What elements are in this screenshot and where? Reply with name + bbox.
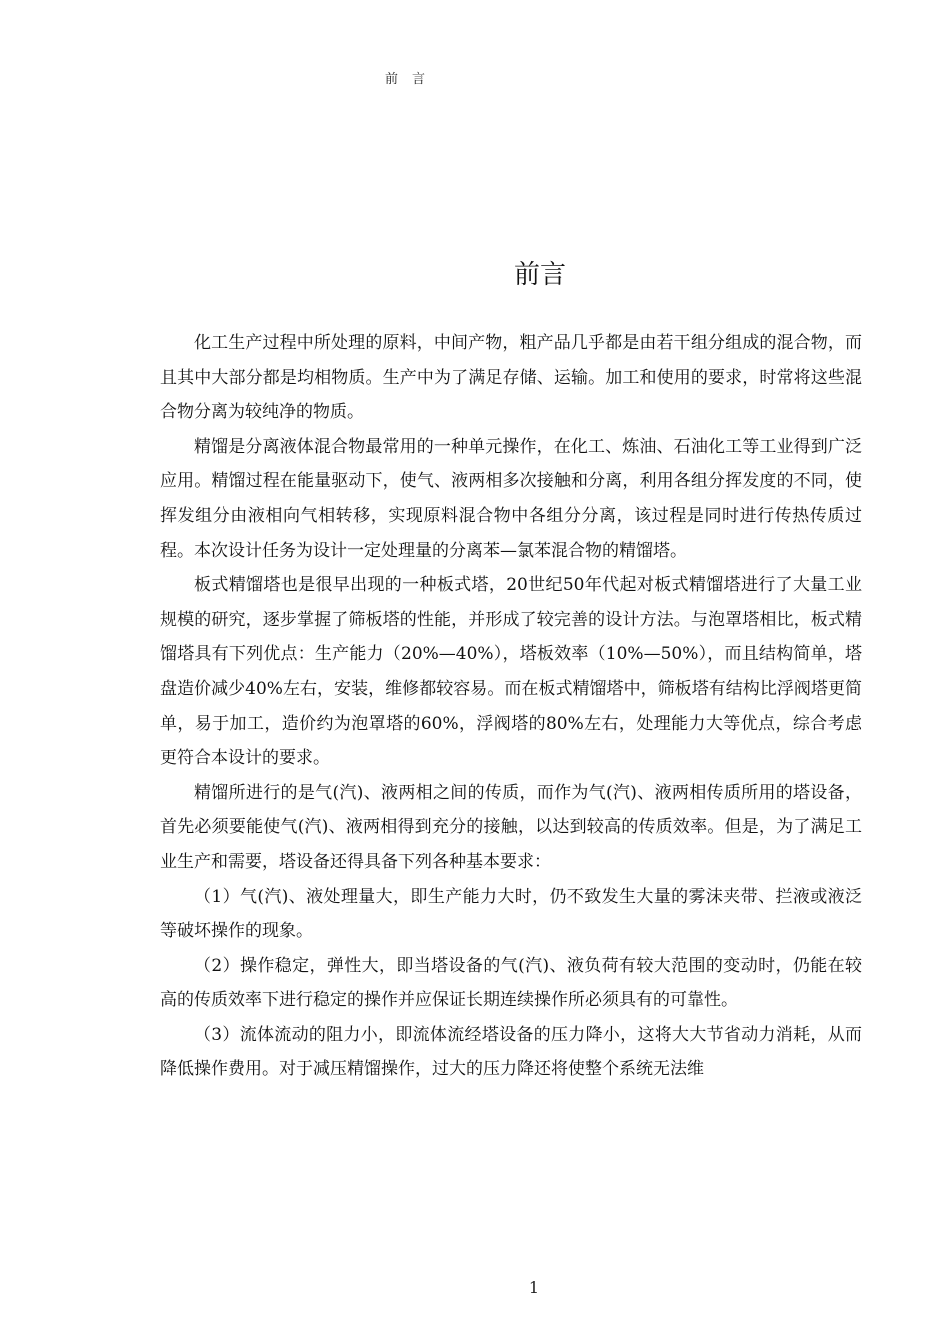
paragraph-plate-tower: 板式精馏塔也是很早出现的一种板式塔，20世纪50年代起对板式精馏塔进行了大量工业规模的研究，逐步掌握了筛板塔的性能，并形成了较完善的设计方法。与泡罩塔相比，板式精馏塔具有下列优点：生产能力（20%—40%），塔板效率（10%—50%），而且结构简单，塔盘造价减少40%左右，安装，维修都较容易。而在板式精馏塔中，筛板塔有结构比浮阀塔更简单，易于加工，造价约为泡罩塔的60%，浮阀塔的80%左右，处理能力大等优点，综合考虑更符合本设计的要求。 [160, 575, 862, 769]
list-item-requirement-2: （2）操作稳定，弹性大，即当塔设备的气(汽)、液负荷有较大范围的变动时，仍能在较高的传质效率下进行稳定的操作并应保证长期连续操作所必须具有的可靠性。 [160, 955, 862, 1011]
list-item-requirement-1: （1）气(汽)、液处理量大，即生产能力大时，仍不致发生大量的雾沫夹带、拦液或液泛等破坏操作的现象。 [160, 886, 862, 942]
body-text [160, 326, 862, 1087]
running-header: 前言 [385, 72, 440, 87]
page-title: 前言 [513, 260, 566, 290]
paragraph-distillation: 精馏是分离液体混合物最常用的一种单元操作，在化工、炼油、石油化工等工业得到广泛应用。精馏过程在能量驱动下，使气、液两相多次接触和分离，利用各组分挥发度的不同，使挥发组分由液相向气相转移，实现原料混合物中各组分分离，该过程是同时进行传热传质过程。本次设计任务为设计一定处理量的分离苯—氯苯混合物的精馏塔。 [160, 436, 862, 561]
paragraph-intro: 化工生产过程中所处理的原料，中间产物，粗产品几乎都是由若干组分组成的混合物，而且其中大部分都是均相物质。生产中为了满足存储、运输。加工和使用的要求，时常将这些混合物分离为较纯净的物质。 [160, 333, 862, 423]
page-number: 1 [528, 1278, 540, 1297]
list-item-requirement-3: （3）流体流动的阻力小，即流体流经塔设备的压力降小，这将大大节省动力消耗，从而降低操作费用。对于减压精馏操作，过大的压力降还将使整个系统无法维 [160, 1024, 862, 1080]
paragraph-requirements: 精馏所进行的是气(汽)、液两相之间的传质，而作为气(汽)、液两相传质所用的塔设备，首先必须要能使气(汽)、液两相得到充分的接触，以达到较高的传质效率。但是，为了满足工业生产和需要，塔设备还得具备下列各种基本要求： [160, 782, 862, 872]
